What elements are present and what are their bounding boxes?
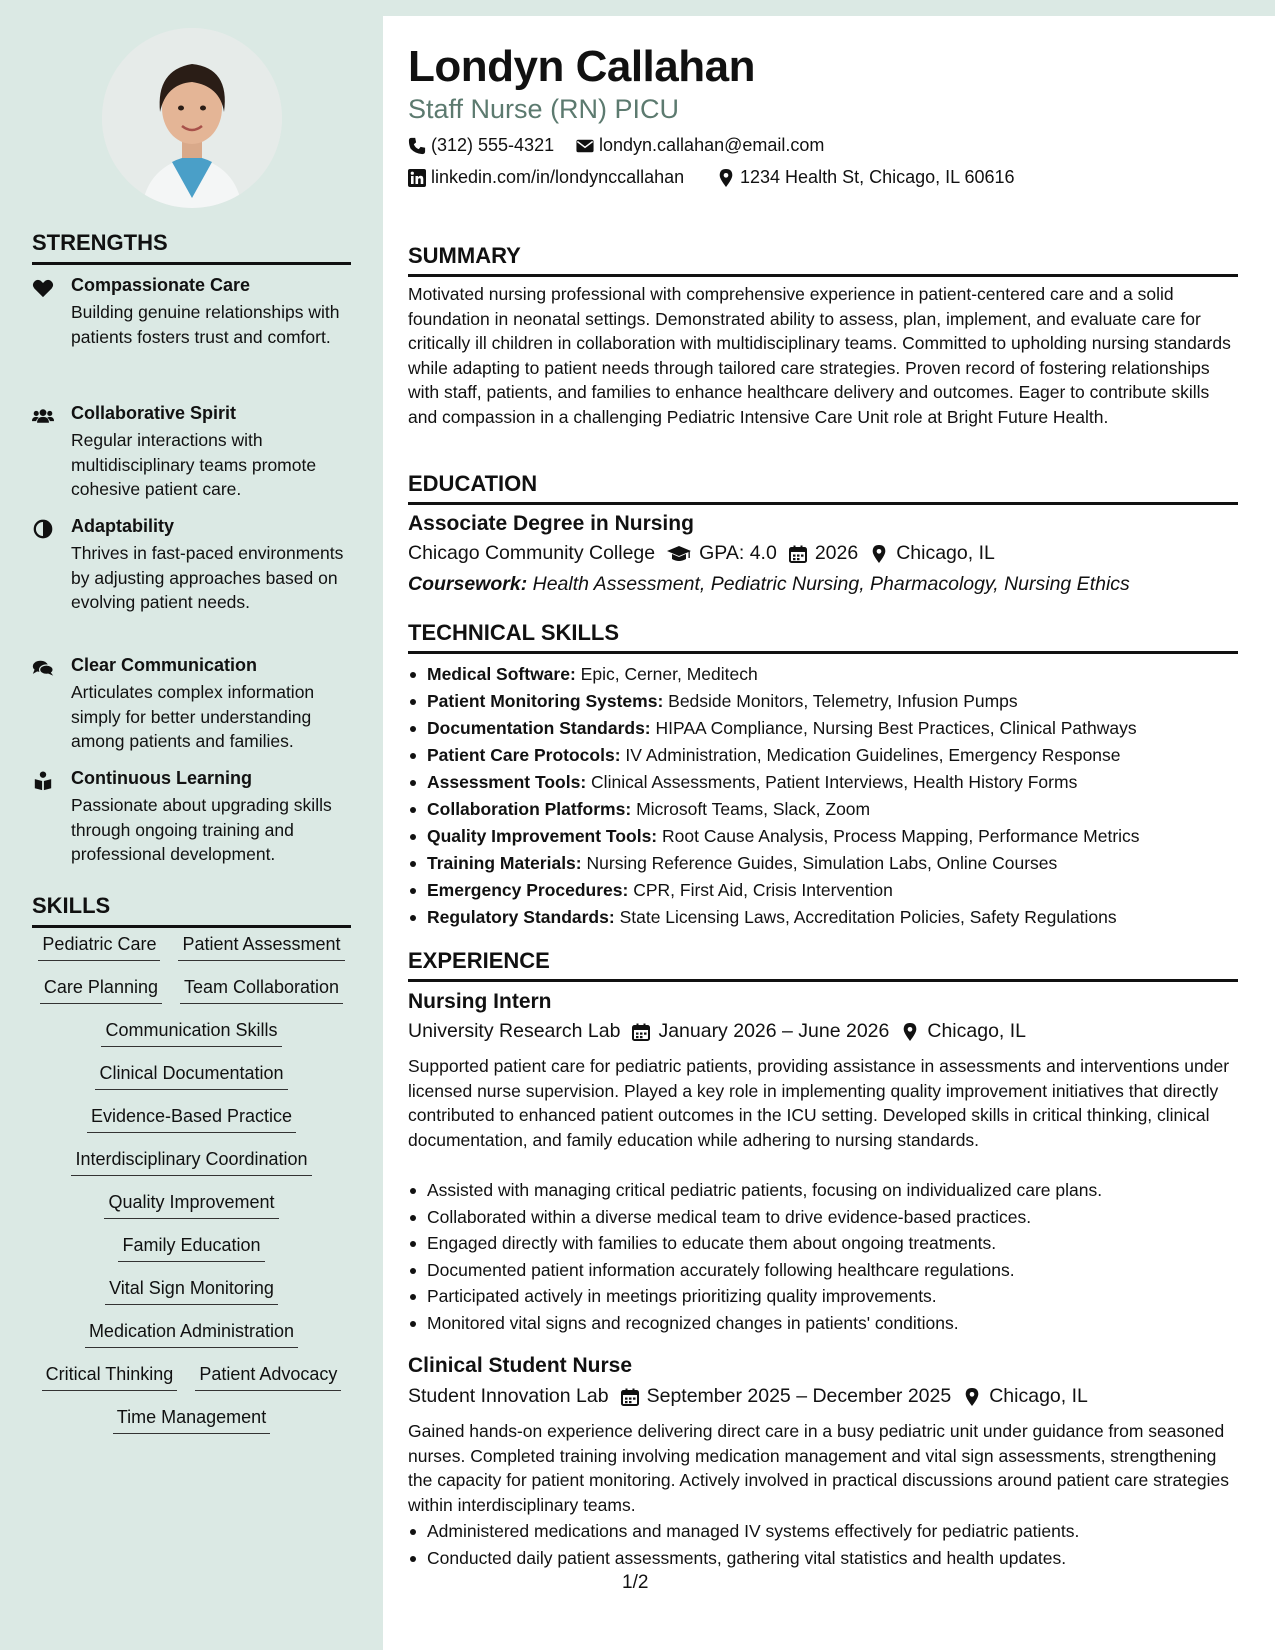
tech-skill-label: Patient Care Protocols:	[427, 745, 621, 765]
tech-skill-label: Collaboration Platforms:	[427, 799, 632, 819]
list-item	[408, 823, 1240, 850]
job-bullets	[408, 1177, 1240, 1336]
skill-tag: Evidence-Based Practice	[87, 1102, 296, 1133]
strength-title: Collaborative Spirit	[71, 403, 237, 423]
job-organization: University Research Lab	[408, 1020, 621, 1042]
strength-title: Compassionate Care	[71, 275, 251, 295]
list-item	[408, 796, 1240, 823]
list-item	[408, 688, 1240, 715]
job-dates: January 2026 – June 2026	[658, 1020, 890, 1042]
list-item	[408, 769, 1240, 796]
job-location: Chicago, IL	[989, 1385, 1088, 1407]
strength-description: Passionate about upgrading skills through ongoing training and professional development.	[71, 795, 332, 864]
tech-skill-label: Documentation Standards:	[427, 718, 651, 738]
list-item	[408, 715, 1240, 742]
list-item	[408, 850, 1240, 877]
contact-address	[717, 167, 1015, 188]
list-item	[408, 661, 1240, 688]
strength-description: Building genuine relationships with patients fosters trust and comfort.	[71, 302, 340, 347]
job-location: Chicago, IL	[927, 1020, 1027, 1042]
skill-tag: Interdisciplinary Coordination	[71, 1145, 311, 1176]
school-name: Chicago Community College	[408, 542, 656, 564]
strength-description: Thrives in fast-paced environments by adjusting approaches based on evolving patient needs.	[71, 543, 344, 612]
map-pin-icon	[901, 1023, 919, 1041]
map-pin-icon	[870, 545, 888, 563]
tech-skill-value: Nursing Reference Guides, Simulation Labs, Online Courses	[586, 853, 1058, 873]
list-item: Administered medications and managed IV systems effectively for pediatric patients.	[408, 1518, 1240, 1545]
strength-title: Continuous Learning	[71, 768, 252, 788]
candidate-role: Staff Nurse (RN) PICU	[408, 94, 680, 124]
skills-heading: SKILLS	[32, 893, 351, 928]
job-organization: Student Innovation Lab	[408, 1385, 609, 1407]
phone-text: (312) 555-4321	[431, 135, 555, 155]
contact-linkedin[interactable]	[408, 167, 684, 188]
skill-tag: Team Collaboration	[180, 973, 343, 1004]
profile-photo-illustration	[102, 28, 282, 208]
users-icon	[32, 406, 54, 426]
tech-skill-value: Epic, Cerner, Meditech	[580, 664, 758, 684]
coursework-label: Coursework:	[408, 573, 528, 595]
graduation-year: 2026	[814, 542, 859, 564]
job-description: Gained hands-on experience delivering direct care in a busy pediatric unit under guidance from seasoned nurses. Completed training involving medication management and vital sign assessments, strengthening the capacity for patient monitoring. Actively involved in practical discussions around patient care strategies within interdisciplinary teams.	[408, 1421, 1229, 1515]
tech-skill-value: HIPAA Compliance, Nursing Best Practices, Clinical Pathways	[655, 718, 1137, 738]
page-number: 1/2	[622, 1572, 649, 1593]
calendar-icon	[632, 1023, 650, 1041]
job-title: Clinical Student Nurse	[408, 1354, 633, 1377]
candidate-name: Londyn Callahan	[408, 42, 755, 91]
experience-heading: EXPERIENCE	[408, 948, 1238, 982]
tech-skill-label: Training Materials:	[427, 853, 582, 873]
strength-description: Regular interactions with multidisciplinary teams promote cohesive patient care.	[71, 430, 317, 499]
skill-tag: Family Education	[118, 1231, 264, 1262]
skill-tag: Vital Sign Monitoring	[105, 1274, 278, 1305]
job-bullets	[408, 1518, 1240, 1571]
book-reader-icon	[32, 771, 54, 791]
heart-icon	[32, 278, 54, 298]
tech-skill-label: Quality Improvement Tools:	[427, 826, 658, 846]
list-item	[408, 877, 1240, 904]
strength-title: Adaptability	[71, 516, 175, 536]
gpa-text: GPA: 4.0	[699, 542, 777, 564]
skill-tag: Communication Skills	[101, 1016, 281, 1047]
job-title: Nursing Intern	[408, 990, 552, 1013]
coursework-line	[408, 573, 1130, 596]
tech-skill-label: Regulatory Standards:	[427, 907, 615, 927]
graduation-cap-icon	[667, 545, 691, 563]
skill-tag: Patient Assessment	[178, 930, 344, 961]
education-heading: EDUCATION	[408, 471, 1238, 505]
list-item: Collaborated within a diverse medical team to drive evidence-based practices.	[408, 1204, 1240, 1231]
coursework-text: Health Assessment, Pediatric Nursing, Pharmacology, Nursing Ethics	[532, 573, 1130, 595]
tech-skill-label: Assessment Tools:	[427, 772, 587, 792]
list-item	[408, 742, 1240, 769]
tech-skill-value: State Licensing Laws, Accreditation Policies, Safety Regulations	[619, 907, 1117, 927]
skill-tag: Critical Thinking	[42, 1360, 178, 1391]
list-item: Assisted with managing critical pediatric patients, focusing on individualized care plans.	[408, 1177, 1240, 1204]
job-description: Supported patient care for pediatric patients, providing assistance in assessments and interventions under licensed nurse supervision. Played a key role in implementing quality improvement initiatives that directly contributed to enhanced patient outcomes in the ICU setting. Developed skills in critical thinking, clinical documentation, and family education while adhering to nursing standards.	[408, 1056, 1230, 1150]
tech-skill-value: CPR, First Aid, Crisis Intervention	[633, 880, 893, 900]
skill-tag: Care Planning	[40, 973, 162, 1004]
phone-icon	[408, 137, 426, 155]
tech-skill-value: Bedside Monitors, Telemetry, Infusion Pumps	[668, 691, 1018, 711]
list-item: Participated actively in meetings prioritizing quality improvements.	[408, 1283, 1240, 1310]
chat-bubbles-icon	[32, 658, 54, 678]
skill-tag: Clinical Documentation	[95, 1059, 287, 1090]
tech-skill-label: Medical Software:	[427, 664, 576, 684]
list-item	[408, 904, 1240, 931]
list-item: Conducted daily patient assessments, gathering vital statistics and health updates.	[408, 1545, 1240, 1572]
calendar-icon	[789, 545, 807, 563]
profile-photo	[102, 28, 282, 208]
strength-title: Clear Communication	[71, 655, 258, 675]
email-text: londyn.callahan@email.com	[599, 135, 825, 155]
education-location: Chicago, IL	[896, 542, 995, 564]
map-pin-icon	[717, 169, 735, 187]
tech-skill-value: IV Administration, Medication Guidelines, Emergency Response	[625, 745, 1121, 765]
job-meta	[408, 1020, 1026, 1043]
job-meta	[408, 1385, 1088, 1408]
degree-title: Associate Degree in Nursing	[408, 512, 694, 535]
technical-skills-heading: TECHNICAL SKILLS	[408, 620, 1238, 654]
tech-skill-label: Patient Monitoring Systems:	[427, 691, 664, 711]
skill-tag: Medication Administration	[85, 1317, 298, 1348]
summary-text: Motivated nursing professional with comprehensive experience in patient-centered care and a solid foundation in neonatal settings. Demonstrated ability to assess, plan, implement, and evaluate care for critically ill children in collaboration with multidisciplinary teams. Committed to upholding nursing standards while adapting to patient needs through tailored care strategies. Proven record of fostering relationships with staff, patients, and families to enhance healthcare delivery and outcomes. Eager to contribute skills and compassion in a challenging Pediatric Intensive Care Unit role at Bright Future Health.	[408, 284, 1231, 427]
tech-skill-value: Root Cause Analysis, Process Mapping, Performance Metrics	[662, 826, 1140, 846]
address-text: 1234 Health St, Chicago, IL 60616	[740, 167, 1015, 187]
contact-phone[interactable]	[408, 135, 554, 156]
calendar-icon	[621, 1388, 639, 1406]
map-pin-icon	[963, 1388, 981, 1406]
linkedin-text: linkedin.com/in/londynccallahan	[431, 167, 685, 187]
skill-tag: Quality Improvement	[104, 1188, 278, 1219]
technical-skills-list	[408, 661, 1240, 931]
strength-description: Articulates complex information simply for better understanding among patients and families.	[71, 682, 315, 751]
summary-heading: SUMMARY	[408, 243, 1238, 277]
linkedin-icon	[408, 169, 426, 187]
tech-skill-label: Emergency Procedures:	[427, 880, 629, 900]
contact-email[interactable]	[576, 135, 824, 156]
email-icon	[576, 137, 594, 155]
skill-tag: Pediatric Care	[38, 930, 160, 961]
skill-tag: Patient Advocacy	[195, 1360, 341, 1391]
skills-list	[32, 930, 351, 1434]
strengths-heading: STRENGTHS	[32, 230, 351, 265]
tech-skill-value: Clinical Assessments, Patient Interviews, Health History Forms	[591, 772, 1078, 792]
list-item: Documented patient information accurately following healthcare regulations.	[408, 1257, 1240, 1284]
half-circle-icon	[32, 519, 54, 539]
tech-skill-value: Microsoft Teams, Slack, Zoom	[636, 799, 871, 819]
list-item: Monitored vital signs and recognized changes in patients' conditions.	[408, 1310, 1240, 1337]
education-meta	[408, 542, 995, 565]
skill-tag: Time Management	[113, 1403, 270, 1434]
job-dates: September 2025 – December 2025	[646, 1385, 952, 1407]
list-item: Engaged directly with families to educate them about ongoing treatments.	[408, 1230, 1240, 1257]
